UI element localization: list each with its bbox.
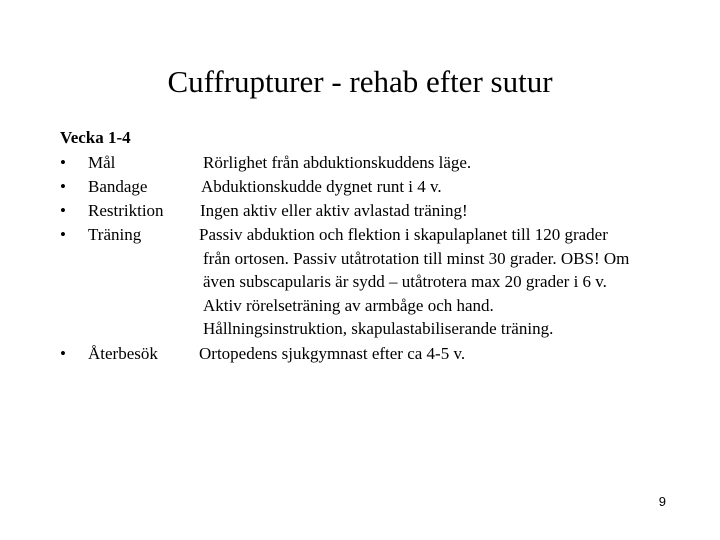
bullet-icon: • [60,177,66,196]
item-value [201,175,681,199]
item-value-line: Passiv abduktion och flektion i skapulaplanet till 120 grader [199,225,608,244]
week-heading: Vecka 1-4 [60,128,131,147]
bullet-icon: • [60,153,66,172]
item-label: Bandage [88,177,148,196]
item-value-line: Ortopedens sjukgymnast efter ca 4-5 v. [199,344,466,363]
item-value-line: Hållningsinstruktion, skapulastabiliserande träning. [203,319,554,338]
bullet-icon: • [60,344,66,363]
item-value-line: Rörlighet från abduktionskuddens läge. [203,153,472,172]
item-value [203,151,683,175]
bullet-icon: • [60,201,66,220]
item-label: Restriktion [88,201,164,220]
item-value [199,223,679,341]
item-label: Träning [88,225,142,244]
item-value-line: Aktiv rörelseträning av armbåge och hand. [203,295,494,315]
item-value-line: även subscapularis är sydd – utåtrotera max 20 grader i 6 v. [203,272,607,291]
item-label: Återbesök [88,344,158,363]
page-number: 9 [658,494,666,509]
item-label: Mål [88,153,116,172]
item-value-line: från ortosen. Passiv utåtrotation till minst 30 grader. OBS! Om [203,248,630,268]
slide-title: Cuffrupturer - rehab efter sutur [167,64,553,99]
bullet-icon: • [60,225,66,244]
item-value-line: Abduktionskudde dygnet runt i 4 v. [201,177,442,196]
item-value [199,342,679,366]
item-value [200,199,680,223]
item-value-line: Ingen aktiv eller aktiv avlastad träning! [200,201,468,220]
